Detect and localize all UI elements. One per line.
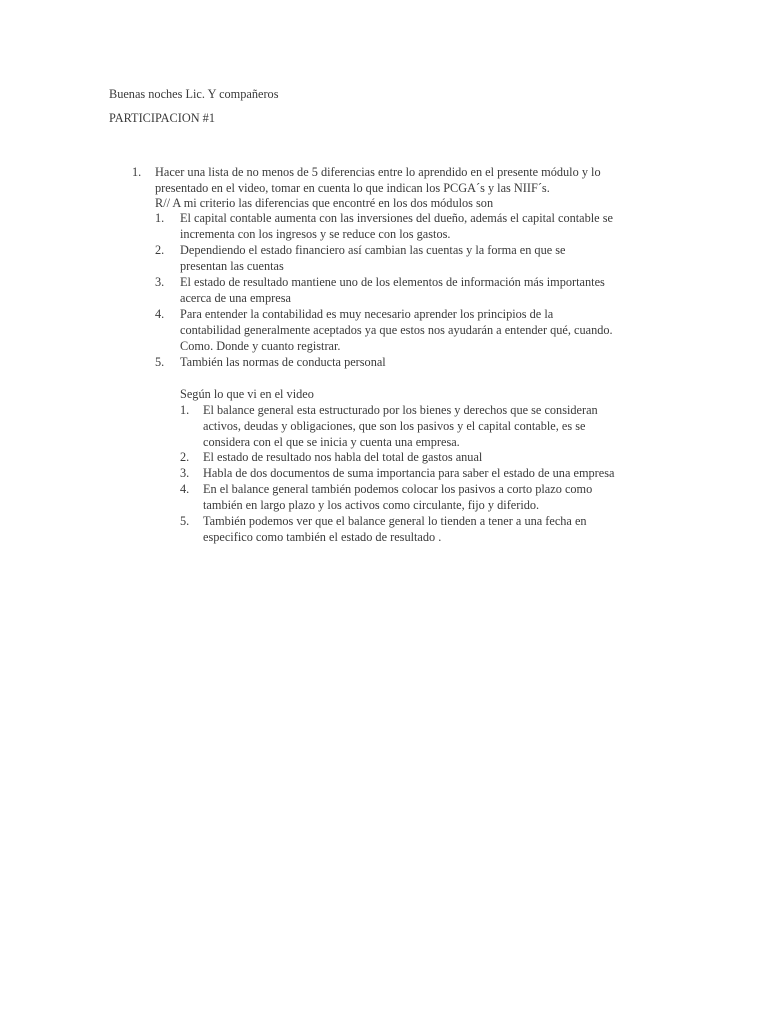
video-point-number: 4. — [180, 482, 190, 496]
difference-line: Para entender la contabilidad es muy necesario aprender los principios de la — [180, 307, 554, 321]
video-point-number: 3. — [180, 466, 190, 480]
video-point-number: 2. — [180, 450, 190, 464]
difference-number: 3. — [155, 275, 165, 289]
video-intro: Según lo que vi en el video — [180, 387, 314, 401]
difference-line: También las normas de conducta personal — [180, 355, 386, 369]
video-point-line: También podemos ver que el balance general lo tienden a tener a una fecha en — [203, 514, 587, 528]
difference-line: contabilidad generalmente aceptados ya que estos nos ayudarán a entender qué, cuando. — [180, 323, 613, 337]
difference-number: 4. — [155, 307, 165, 321]
difference-line: incrementa con los ingresos y se reduce con los gastos. — [180, 227, 451, 241]
difference-line: presentan las cuentas — [180, 259, 284, 273]
difference-line: Dependiendo el estado financiero así cambian las cuentas y la forma en que se — [180, 243, 566, 257]
difference-line: El capital contable aumenta con las inversiones del dueño, además el capital contable se — [180, 211, 613, 225]
difference-line: acerca de una empresa — [180, 291, 291, 305]
difference-line: El estado de resultado mantiene uno de los elementos de información más importantes — [180, 275, 605, 289]
difference-number: 2. — [155, 243, 165, 257]
video-point-line: El balance general esta estructurado por los bienes y derechos que se consideran — [203, 403, 598, 417]
greeting-text: Buenas noches Lic. Y compañeros — [109, 87, 279, 101]
video-point-line: considera con el que se inicia y cuenta una empresa. — [203, 435, 460, 449]
video-point-number: 1. — [180, 403, 190, 417]
video-point-line: El estado de resultado nos habla del total de gastos anual — [203, 450, 483, 464]
difference-number: 5. — [155, 355, 165, 369]
item-1-answer: R// A mi criterio las diferencias que encontré en los dos módulos son — [155, 196, 494, 210]
document-heading: PARTICIPACION #1 — [109, 111, 215, 125]
item-1-line: presentado en el video, tomar en cuenta lo que indican los PCGA´s y las NIIF´s. — [155, 181, 550, 195]
difference-line: Como. Donde y cuanto registrar. — [180, 339, 341, 353]
difference-number: 1. — [155, 211, 165, 225]
item-1-line: Hacer una lista de no menos de 5 diferencias entre lo aprendido en el presente módulo y lo — [155, 165, 601, 179]
video-point-number: 5. — [180, 514, 190, 528]
video-point-line: también en largo plazo y los activos como circulante, fijo y diferido. — [203, 498, 540, 512]
item-1-number: 1. — [132, 165, 142, 179]
video-point-line: activos, deudas y obligaciones, que son los pasivos y el capital contable, es se — [203, 419, 586, 433]
video-point-line: En el balance general también podemos colocar los pasivos a corto plazo como — [203, 482, 593, 496]
video-point-line: especifico como también el estado de resultado . — [203, 530, 442, 544]
video-point-line: Habla de dos documentos de suma importancia para saber el estado de una empresa — [203, 466, 615, 480]
